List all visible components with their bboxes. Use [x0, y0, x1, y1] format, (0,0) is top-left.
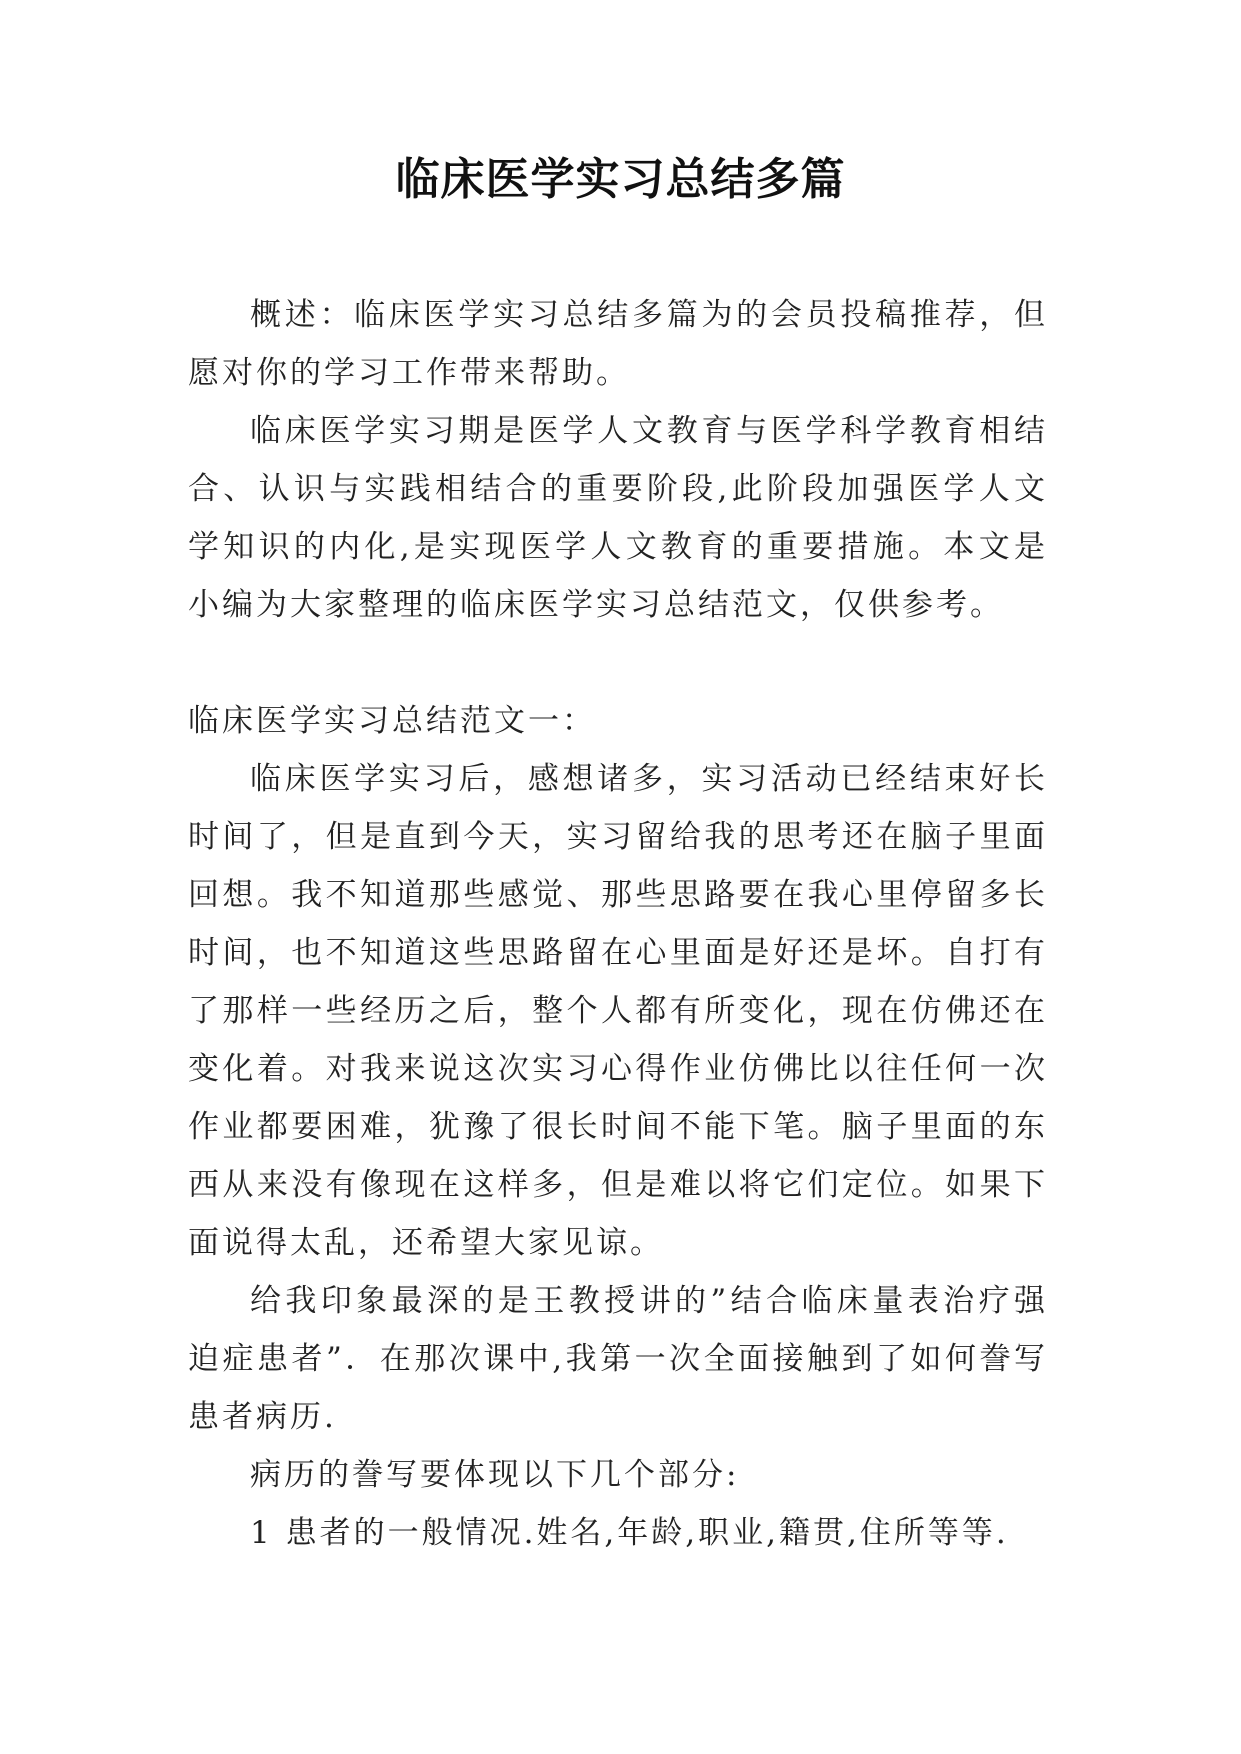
section-paragraph-impression: 给我印象最深的是王教授讲的”结合临床量表治疗强迫症患者”．在那次课中,我第一次全面接触到了如何誊写患者病历.: [188, 1283, 1048, 1435]
section-paragraph-record-parts: 病历的誊写要体现以下几个部分:: [250, 1457, 740, 1493]
section-heading: 临床医学实习总结范文一：: [188, 703, 596, 739]
section-paragraph-item-1: 1 患者的一般情况.姓名,年龄,职业,籍贯,住所等等.: [250, 1515, 1009, 1551]
document-title: 临床医学实习总结多篇: [395, 154, 846, 205]
section-paragraph-reflection: 临床医学实习后，感想诸多，实习活动已经结束好长时间了，但是直到今天，实习留给我的思考还在脑子里面回想。我不知道那些感觉、那些思路要在我心里停留多长时间，也不知道这些思路留在心里面是好还是坏。自打有了那样一些经历之后，整个人都有所变化，现在仿佛还在变化着。对我来说这次实习心得作业仿佛比以往任何一次作业都要困难，犹豫了很长时间不能下笔。脑子里面的东西从来没有像现在这样多，但是难以将它们定位。如果下面说得太乱，还希望大家见谅。: [188, 761, 1048, 1261]
document-body: [188, 286, 1048, 1562]
paragraph-spacer: [188, 634, 1048, 692]
intro-paragraph-description: 临床医学实习期是医学人文教育与医学科学教育相结合、认识与实践相结合的重要阶段,此阶段加强医学人文学知识的内化,是实现医学人文教育的重要措施。本文是小编为大家整理的临床医学实习总结范文，仅供参考。: [188, 413, 1048, 623]
intro-paragraph-overview: 概述：临床医学实习总结多篇为的会员投稿推荐，但愿对你的学习工作带来帮助。: [188, 297, 1048, 391]
